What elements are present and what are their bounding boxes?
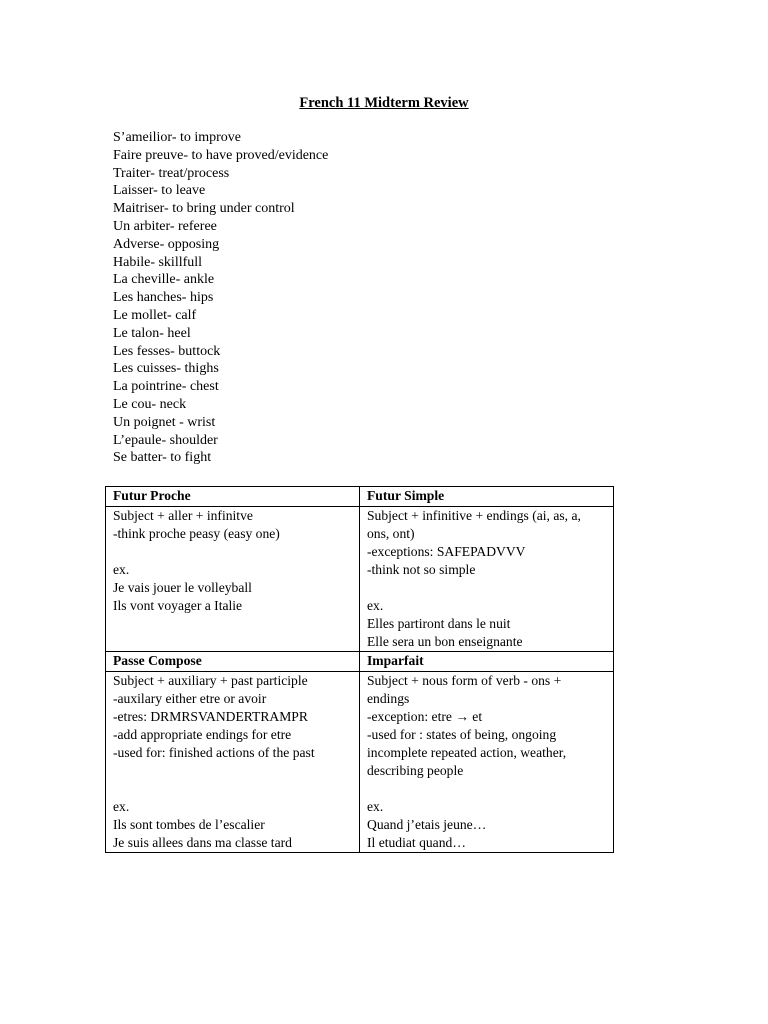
cell-line: ex.: [113, 562, 130, 577]
futur-simple-cell: [360, 507, 614, 652]
vocab-item: S’ameilior- to improve: [113, 130, 242, 145]
vocab-item: Maitriser- to bring under control: [113, 201, 295, 217]
cell-line: Subject + infinitive + endings (ai, as, a,: [367, 508, 581, 523]
blank-line: [367, 579, 609, 597]
vocab-item: Les fesses- buttock: [113, 343, 221, 359]
grammar-table: [105, 486, 614, 853]
vocab-item: Traiter- treat/process: [113, 165, 230, 181]
vocab-item: Le mollet- calf: [113, 307, 197, 323]
vocab-item: Les hanches- hips: [113, 290, 214, 306]
vocab-item: Faire preuve- to have proved/evidence: [113, 147, 329, 163]
cell-line: ex.: [113, 799, 130, 814]
page-title: French 11 Midterm Review: [299, 95, 469, 111]
cell-line: Elle sera un bon enseignante: [367, 634, 523, 649]
cell-line: Il etudiat quand…: [367, 835, 466, 850]
passe-compose-cell: [106, 672, 360, 853]
imparfait-cell: [360, 672, 614, 853]
passe-compose-heading: Passe Compose: [106, 652, 360, 672]
cell-line: incomplete repeated action, weather,: [367, 745, 567, 760]
vocab-item: Le cou- neck: [113, 396, 187, 412]
cell-line: Ils vont voyager a Italie: [113, 598, 243, 613]
cell-line: -used for: finished actions of the past: [113, 745, 315, 760]
cell-line: ons, ont): [367, 526, 415, 541]
vocab-item: Se batter- to fight: [113, 450, 212, 466]
futur-proche-cell: [106, 507, 360, 652]
cell-line: Je vais jouer le volleyball: [113, 580, 252, 595]
vocab-item: Un poignet - wrist: [113, 414, 216, 430]
cell-line: describing people: [367, 763, 464, 778]
cell-line: ex.: [367, 799, 384, 814]
vocab-item: La cheville- ankle: [113, 272, 215, 288]
cell-line: Je suis allees dans ma classe tard: [113, 835, 292, 850]
vocab-item: Les cuisses- thighs: [113, 361, 219, 377]
cell-line: ex.: [367, 598, 384, 613]
cell-line: Subject + aller + infinitve: [113, 508, 253, 523]
cell-line: Ils sont tombes de l’escalier: [113, 817, 265, 832]
table-row: [106, 507, 614, 652]
cell-line: Quand j’etais jeune…: [367, 817, 487, 832]
blank-line: [113, 780, 355, 798]
vocab-item: Le talon- heel: [113, 325, 191, 341]
cell-line: Subject + auxiliary + past participle: [113, 673, 308, 688]
cell-line: -exception: etre → et: [367, 709, 483, 724]
table-row: [106, 487, 614, 507]
vocab-item: La pointrine- chest: [113, 379, 219, 395]
futur-proche-heading: Futur Proche: [106, 487, 360, 507]
vocab-item: Habile- skillfull: [113, 254, 203, 270]
cell-line: -used for : states of being, ongoing: [367, 727, 557, 742]
vocab-item: Adverse- opposing: [113, 236, 220, 252]
vocab-item: Un arbiter- referee: [113, 218, 217, 234]
vocab-item: Laisser- to leave: [113, 183, 206, 199]
imparfait-heading: Imparfait: [360, 652, 614, 672]
vocab-item: L’epaule- shoulder: [113, 432, 218, 448]
cell-line: Subject + nous form of verb - ons +: [367, 673, 562, 688]
cell-line: -exceptions: SAFEPADVVV: [367, 544, 526, 559]
table-row: [106, 672, 614, 853]
cell-line: endings: [367, 691, 410, 706]
blank-line: [367, 780, 609, 798]
cell-line: -think proche peasy (easy one): [113, 526, 280, 541]
blank-line: [113, 762, 355, 780]
cell-line: -think not so simple: [367, 562, 476, 577]
table-row: [106, 652, 614, 672]
futur-simple-heading: Futur Simple: [360, 487, 614, 507]
cell-line: Elles partiront dans le nuit: [367, 616, 511, 631]
blank-line: [113, 543, 355, 561]
cell-line: -etres: DRMRSVANDERTRAMPR: [113, 709, 308, 724]
cell-line: -auxilary either etre or avoir: [113, 691, 267, 706]
vocabulary-list: [113, 129, 328, 467]
cell-line: -add appropriate endings for etre: [113, 727, 292, 742]
